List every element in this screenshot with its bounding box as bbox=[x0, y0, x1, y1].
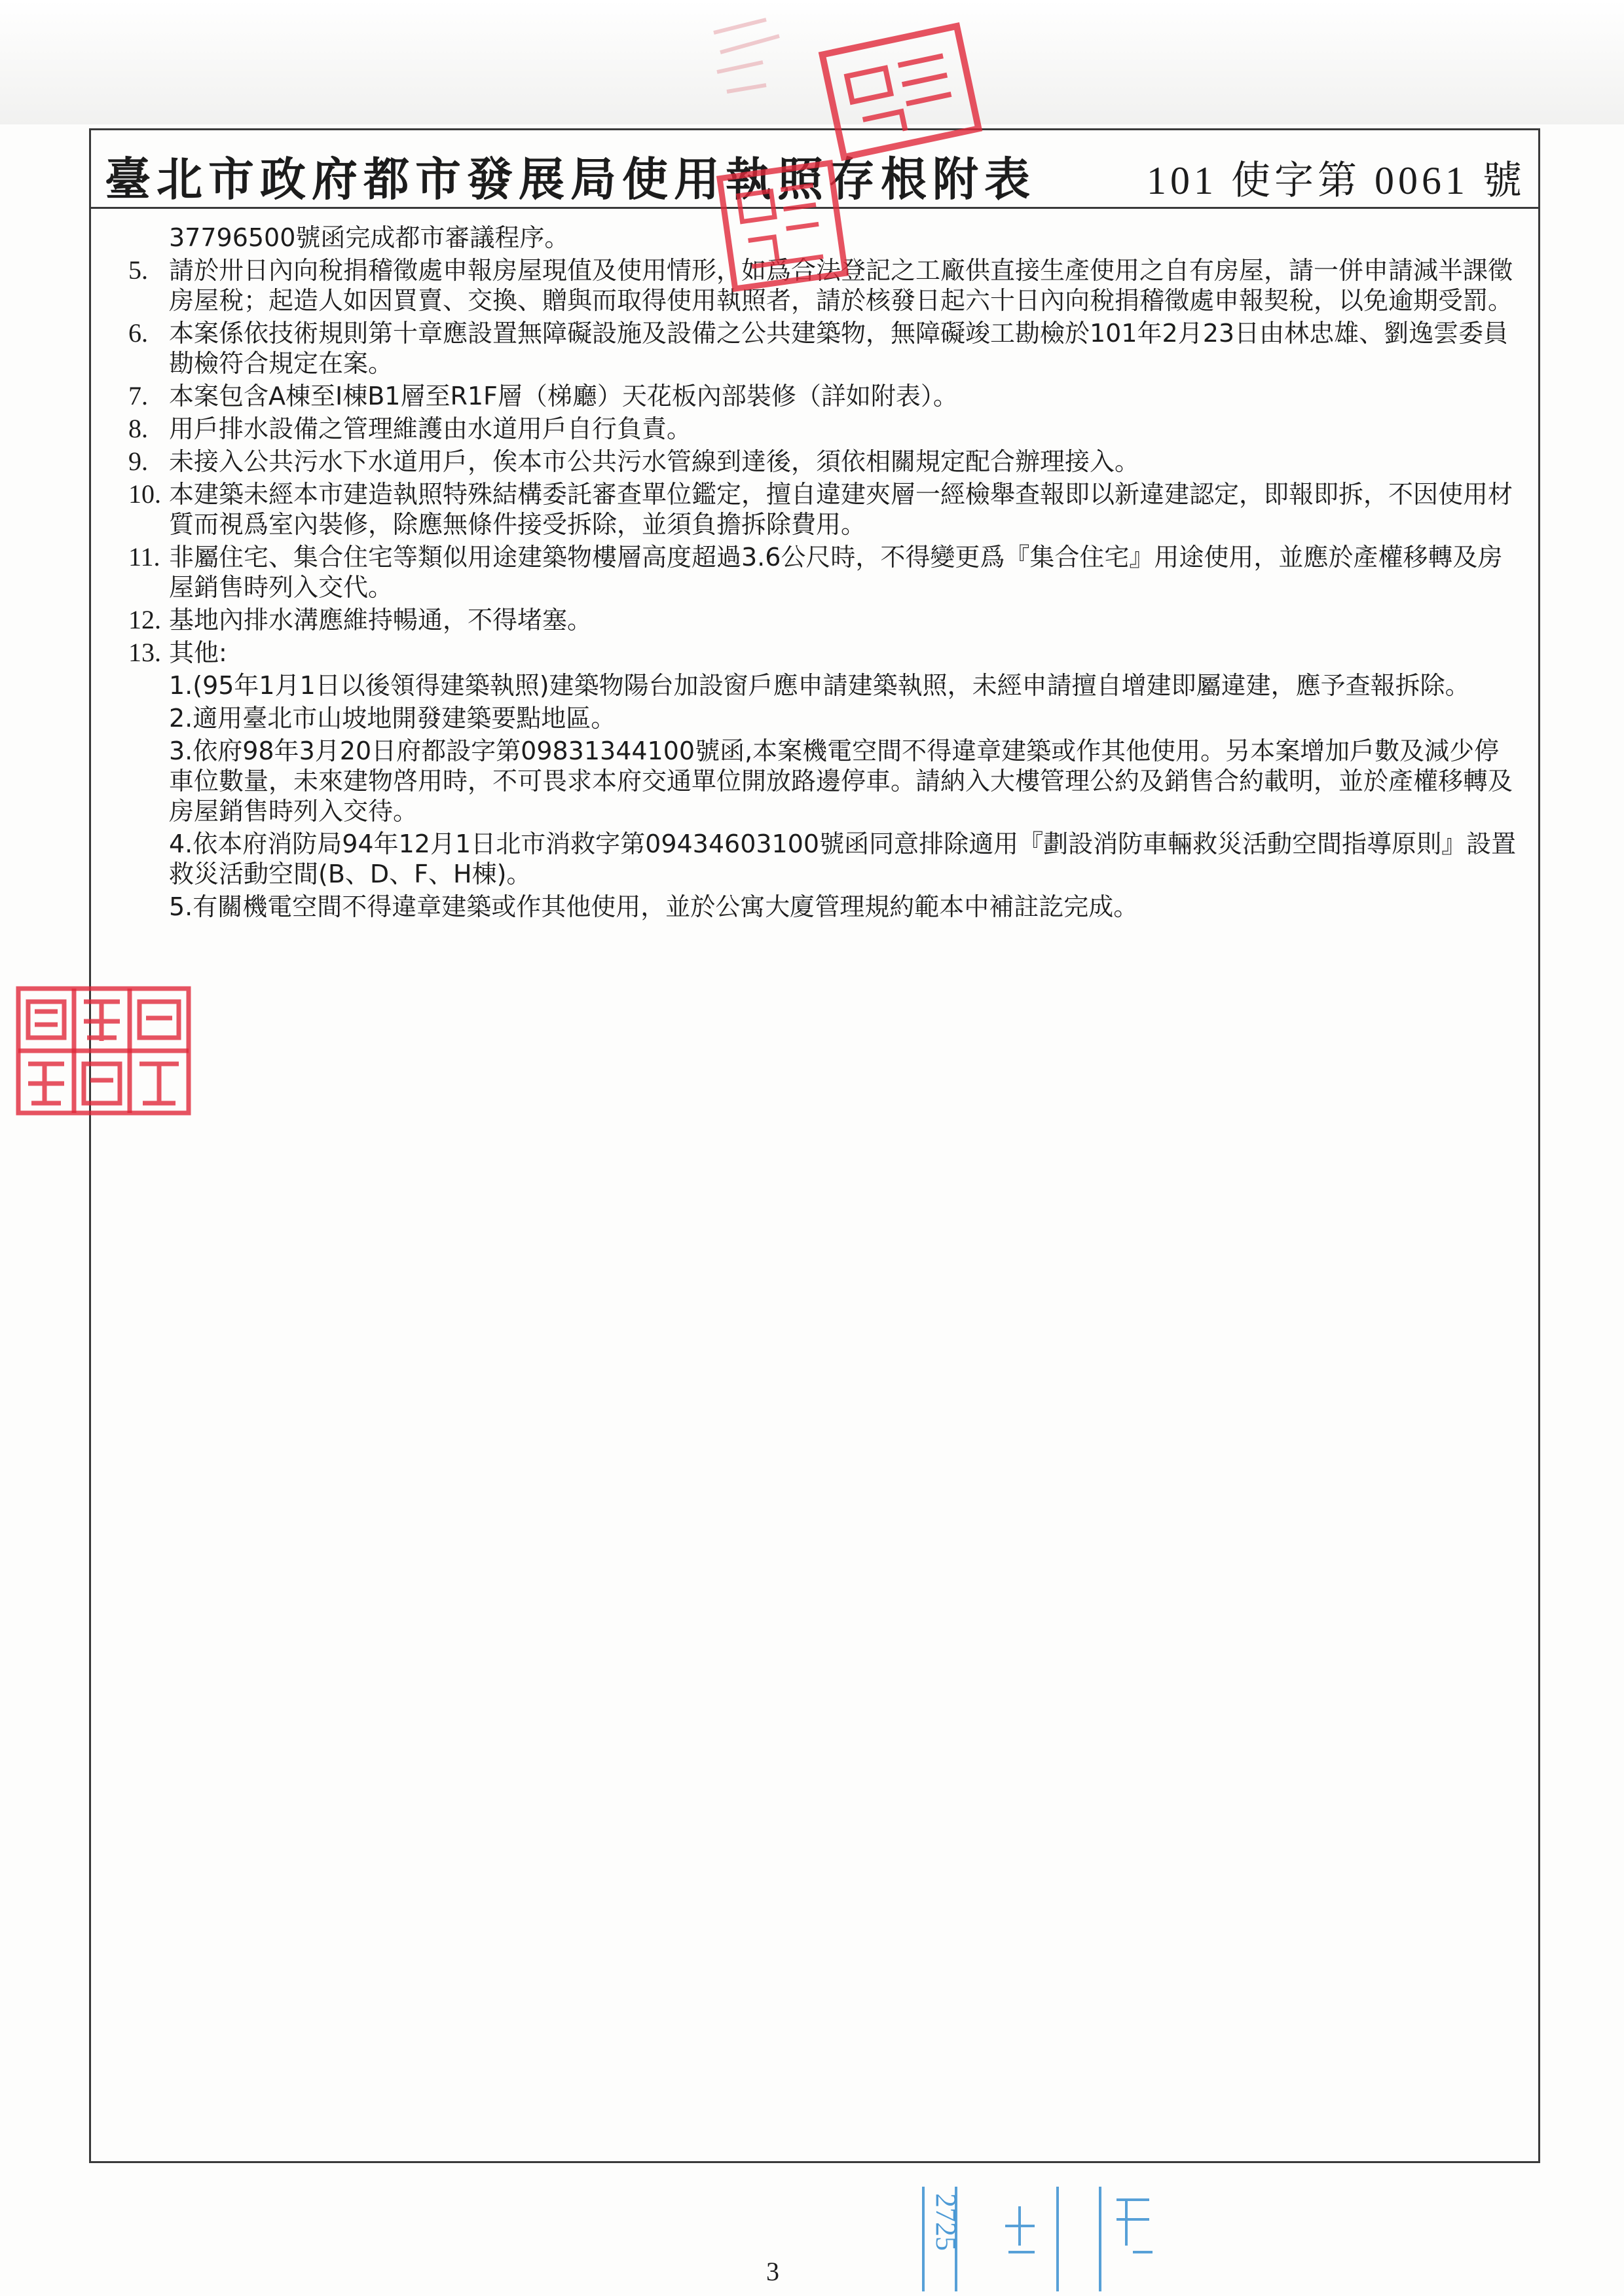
item-text: 基地內排水溝應維持暢通，不得堵塞。 bbox=[169, 606, 593, 634]
document-title: 臺北市政府都市發展局使用執照存根附表 bbox=[105, 152, 1036, 206]
item-text: 用戶排水設備之管理維護由水道用戶自行負責。 bbox=[169, 414, 692, 443]
item-text: 本建築未經本市建造執照特殊結構委託審查單位鑑定，擅自違建夾層一經檢舉查報即以新違建認定，即報即拆，不因使用材質而視爲室內裝修，除應無條件接受拆除，並須負擔拆除費用。 bbox=[169, 480, 1513, 539]
page-number: 3 bbox=[766, 2257, 779, 2286]
list-item bbox=[128, 638, 1517, 668]
list-item bbox=[128, 479, 1517, 539]
list-item bbox=[128, 542, 1517, 602]
item-number: 5. bbox=[128, 255, 148, 285]
item-number: 6. bbox=[128, 318, 148, 348]
item-number: 10. bbox=[128, 479, 161, 509]
item-text: 請於卅日內向稅捐稽徵處申報房屋現值及使用情形，如爲合法登記之工廠供直接生產使用之自有房屋，請一併申請減半課徵房屋稅；起造人如因買賣、交換、贈與而取得使用執照者，請於核發日起六十日內向稅捐稽徵處申報契稅，以免逾期受罰。 bbox=[169, 256, 1513, 315]
item-number: 7. bbox=[128, 381, 148, 410]
item-text: 其他: bbox=[169, 638, 227, 667]
item-text: 未接入公共污水下水道用戶，俟本市公共污水管線到達後，須依相關規定配合辦理接入。 bbox=[169, 447, 1140, 476]
other-item: 5.有關機電空間不得違章建築或作其他使用，並於公寓大廈管理規約範本中補註訖完成。 bbox=[169, 892, 1139, 921]
list-item bbox=[128, 446, 1517, 477]
item-number: 8. bbox=[128, 414, 148, 443]
continuation-line: 37796500號函完成都市審議程序。 bbox=[169, 223, 570, 252]
list-item bbox=[128, 414, 1517, 444]
list-item bbox=[128, 381, 1517, 411]
item-text: 本案係依技術規則第十章應設置無障礙設施及設備之公共建築物，無障礙竣工勘檢於101年2月23日由林忠雄、劉逸雲委員勘檢符合規定在案。 bbox=[169, 319, 1509, 378]
bottom-blue-stamp bbox=[891, 2180, 1179, 2291]
blue-stamp-number: 2725 bbox=[930, 2193, 962, 2251]
other-item: 2.適用臺北市山坡地開發建築要點地區。 bbox=[169, 704, 616, 733]
document-body bbox=[128, 223, 1517, 922]
left-red-seal bbox=[12, 982, 195, 1120]
item-number: 11. bbox=[128, 542, 160, 572]
item-number: 13. bbox=[128, 638, 161, 667]
other-item: 4.依本府消防局94年12月1日北市消救字第09434603100號函同意排除適用『劃設消防車輛救災活動空間指導原則』設置救災活動空間(B、D、F、H棟)。 bbox=[169, 829, 1517, 888]
list-item bbox=[128, 605, 1517, 635]
item-text: 本案包含A棟至I棟B1層至R1F層（梯廳）天花板內部裝修（詳如附表）。 bbox=[169, 382, 958, 410]
top-red-seal bbox=[707, 7, 995, 295]
permit-number: 101 使字第 0061 號 bbox=[1147, 159, 1526, 202]
other-item: 1.(95年1月1日以後領得建築執照)建築物陽台加設窗戶應申請建築執照，未經申請擅自增建即屬違建，應予查報拆除。 bbox=[169, 671, 1470, 700]
item-text: 非屬住宅、集合住宅等類似用途建築物樓層高度超過3.6公尺時，不得變更爲『集合住宅』用途使用，並應於產權移轉及房屋銷售時列入交代。 bbox=[169, 543, 1503, 602]
item-number: 9. bbox=[128, 446, 148, 476]
item-number: 12. bbox=[128, 605, 161, 634]
other-item: 3.依府98年3月20日府都設字第09831344100號函,本案機電空間不得違章建築或作其他使用。另本案增加戶數及減少停車位數量，未來建物啓用時，不可畏求本府交通單位開放路邊停車。請納入大樓管理公約及銷售合約載明，並於產權移轉及房屋銷售時列入交待。 bbox=[169, 737, 1513, 826]
list-item bbox=[128, 318, 1517, 378]
